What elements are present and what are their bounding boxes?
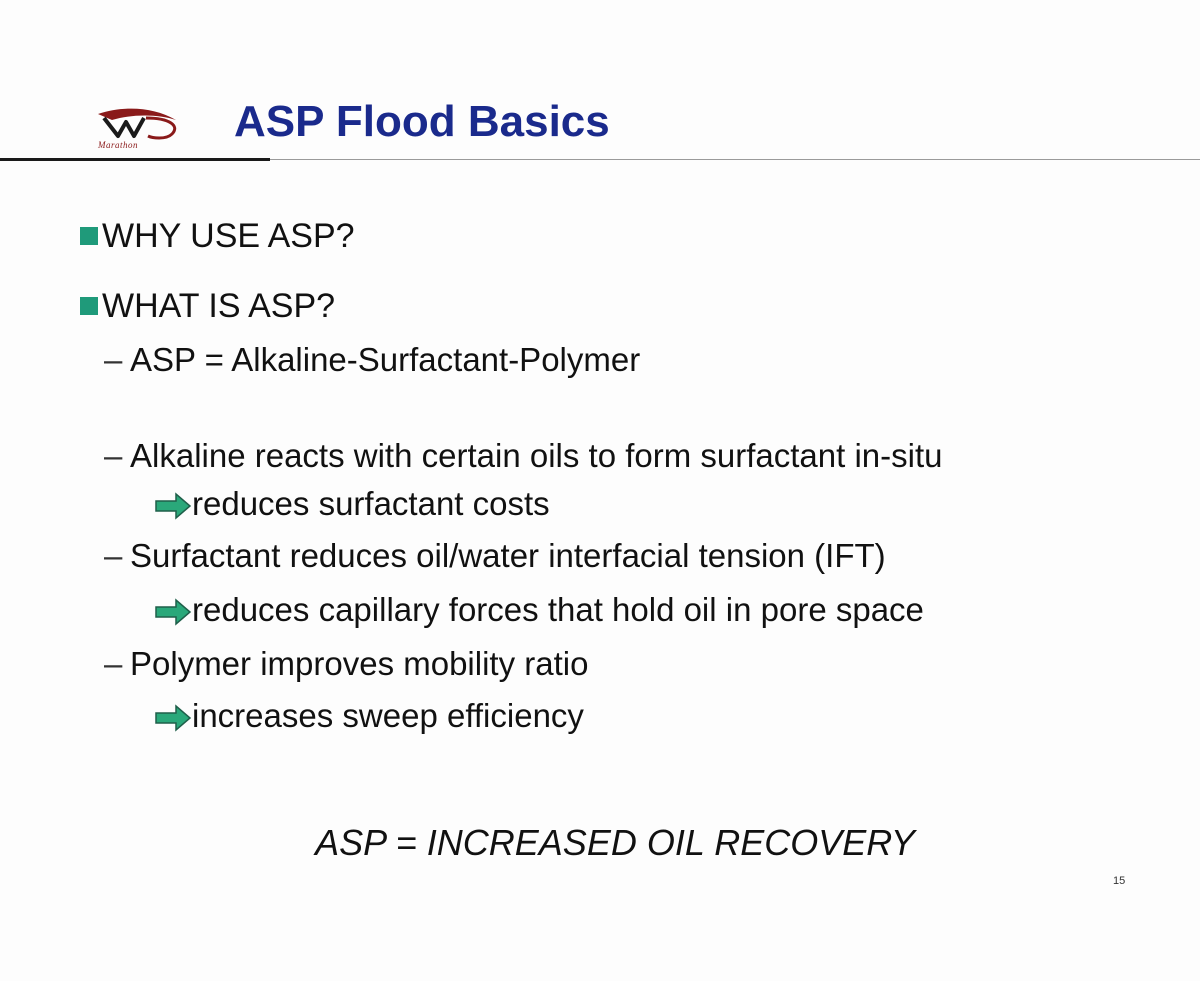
dash-bullet: –: [104, 437, 123, 474]
dash-bullet: –: [104, 537, 123, 574]
bullet-text: WHY USE ASP?: [102, 217, 355, 255]
right-arrow-icon: [154, 492, 192, 520]
logo-text: Marathon: [98, 140, 138, 150]
slide-title: ASP Flood Basics: [234, 97, 610, 146]
sub-item-text: Surfactant reduces oil/water interfacial tension (IFT): [130, 537, 886, 574]
result-polymer: [154, 696, 584, 736]
right-arrow-icon: [154, 598, 192, 626]
conclusion-text: ASP = INCREASED OIL RECOVERY: [315, 822, 915, 863]
dash-bullet: –: [104, 341, 123, 378]
bullet-why-use-asp: [80, 216, 355, 256]
bullet-text: WHAT IS ASP?: [102, 287, 336, 325]
dash-bullet: –: [104, 645, 123, 682]
sub-item-text: Polymer improves mobility ratio: [130, 645, 589, 682]
sub-item-surfactant: [104, 536, 886, 576]
result-text: increases sweep efficiency: [192, 697, 584, 734]
page-number: 15: [1113, 875, 1126, 887]
title-underline-thin: [270, 159, 1200, 160]
result-text: reduces capillary forces that hold oil in pore space: [192, 591, 924, 628]
sub-item-alkaline: [104, 436, 942, 476]
sub-item-asp-definition: [104, 340, 640, 380]
square-bullet-icon: [80, 227, 98, 245]
bullet-what-is-asp: [80, 286, 335, 326]
right-arrow-icon: [154, 704, 192, 732]
sub-item-text: Alkaline reacts with certain oils to form surfactant in-situ: [130, 437, 943, 474]
square-bullet-icon: [80, 297, 98, 315]
sub-item-text: ASP = Alkaline-Surfactant-Polymer: [130, 341, 641, 378]
title-underline-thick: [0, 158, 270, 161]
sub-item-polymer: [104, 644, 588, 684]
result-surfactant: [154, 590, 924, 630]
result-text: reduces surfactant costs: [192, 485, 550, 522]
result-alkaline: [154, 484, 550, 524]
